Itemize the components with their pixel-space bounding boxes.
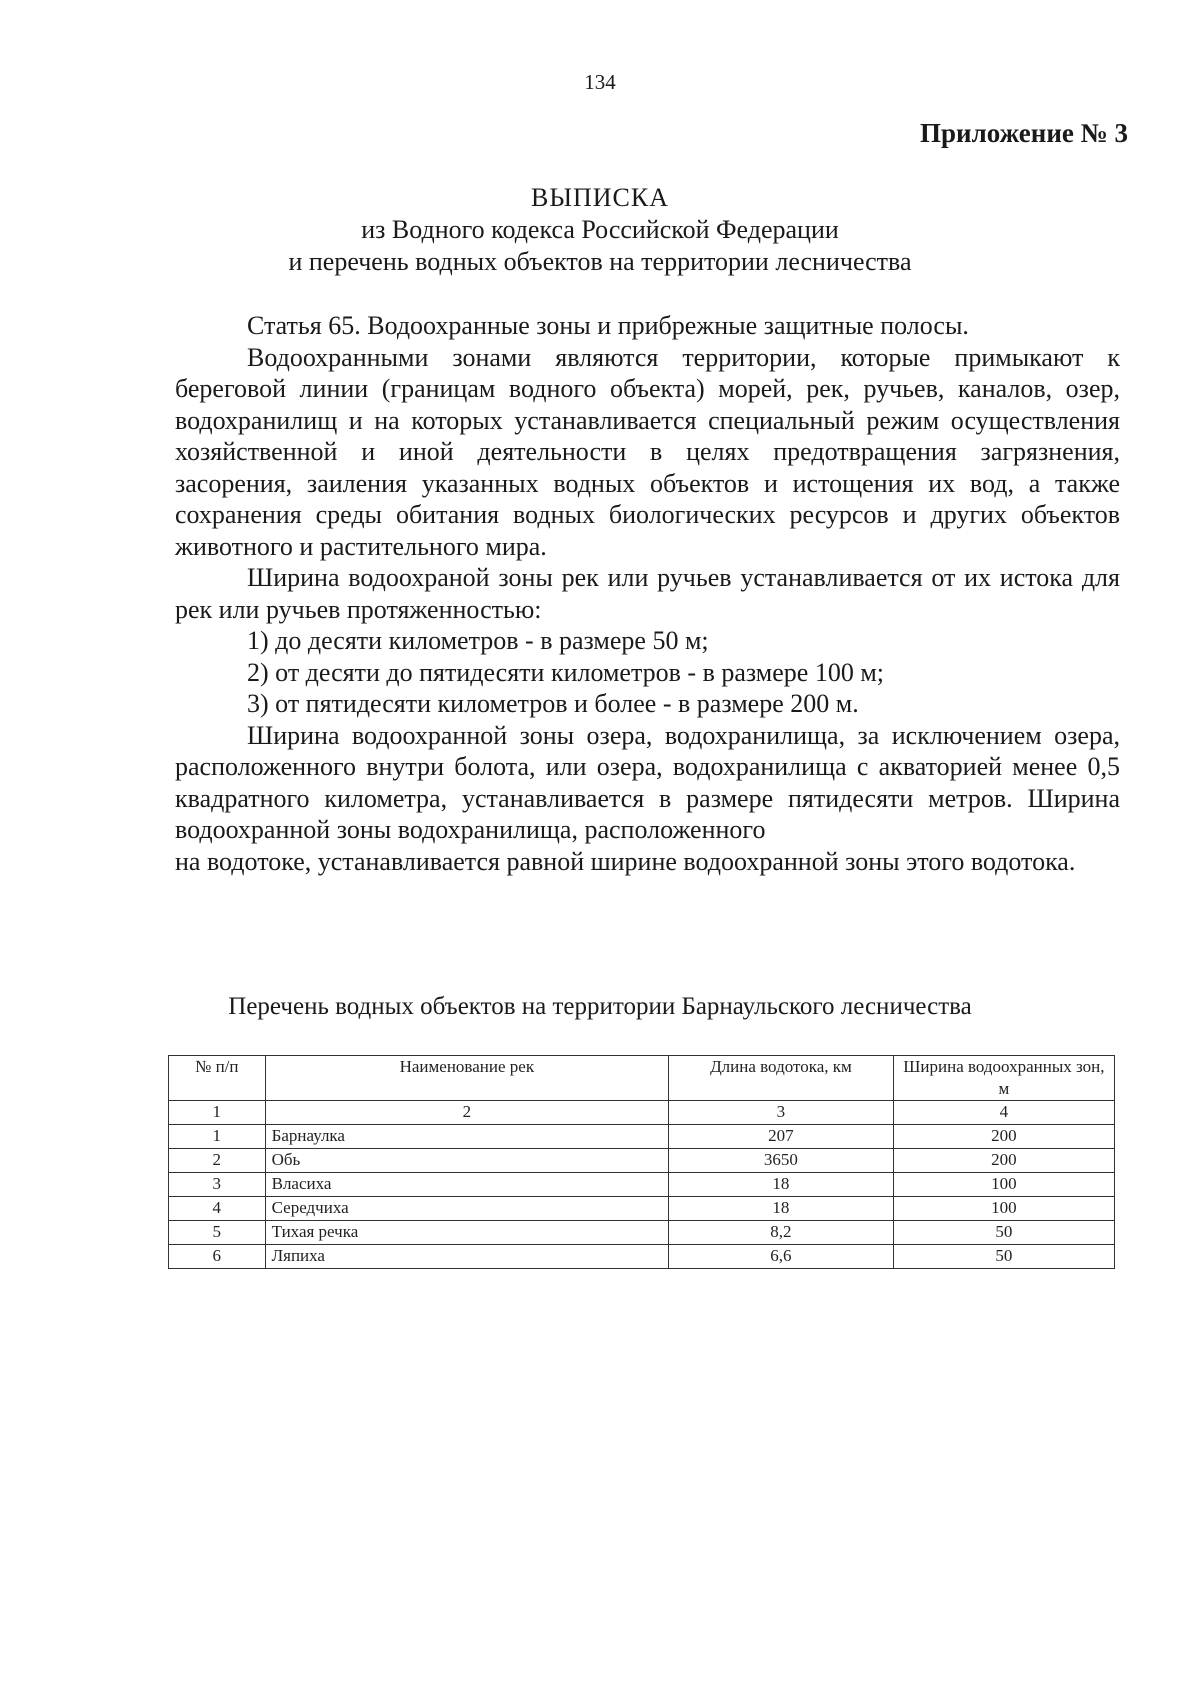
column-number: 3: [669, 1101, 894, 1125]
river-name: Барнаулка: [265, 1125, 668, 1149]
row-number: 4: [169, 1197, 266, 1221]
column-number: 4: [893, 1101, 1114, 1125]
appendix-label: Приложение № 3: [920, 118, 1128, 148]
page-number: 134: [584, 70, 616, 94]
zone-width: 200: [893, 1149, 1114, 1173]
river-length: 6,6: [669, 1245, 894, 1269]
table-title: Перечень водных объектов на территории Барнаульского лесничества: [228, 993, 972, 1020]
row-number: 6: [169, 1245, 266, 1269]
article-body: [175, 310, 1120, 877]
river-name: Ляпиха: [265, 1245, 668, 1269]
table-row: [169, 1245, 1115, 1269]
paragraph: на водотоке, устанавливается равной ширине водоохранной зоны этого водотока.: [175, 846, 1076, 876]
river-length: 18: [669, 1173, 894, 1197]
header-number: № п/п: [169, 1056, 266, 1101]
header-width: Ширина водоохранных зон, м: [893, 1056, 1114, 1101]
table-row: [169, 1221, 1115, 1245]
river-name: Середчиха: [265, 1197, 668, 1221]
paragraph: Водоохранными зонами являются территории, которые примыкают к береговой линии (границам водного объекта) морей, рек, ручьев, каналов, озер, водохранилищ и на которых устанавливается специальный режим осуществления хозяйственной и иной деятельности в целях предотвращения загрязнения, засорения, заиления указанных водных объектов и истощения их вод, а также сохранения среды обитания водных биологических ресурсов и других объектов животного и растительного мира.: [175, 342, 1120, 561]
river-length: 18: [669, 1197, 894, 1221]
title-line-1: ВЫПИСКА: [530, 183, 670, 212]
header-length: Длина водотока, км: [669, 1056, 894, 1101]
river-length: 207: [669, 1125, 894, 1149]
list-item: 1) до десяти километров - в размере 50 м;: [247, 626, 709, 655]
row-number: 1: [169, 1125, 266, 1149]
river-length: 8,2: [669, 1221, 894, 1245]
column-number: 1: [169, 1101, 266, 1125]
table-row: [169, 1197, 1115, 1221]
table-row: [169, 1125, 1115, 1149]
column-number: 2: [265, 1101, 668, 1125]
table-header-row: [169, 1056, 1115, 1101]
title-line-2: из Водного кодекса Российской Федерации: [361, 215, 839, 244]
zone-width: 50: [893, 1221, 1114, 1245]
zone-width: 200: [893, 1125, 1114, 1149]
river-name: Обь: [265, 1149, 668, 1173]
list-item: 2) от десяти до пятидесяти километров - в размере 100 м;: [247, 657, 884, 687]
river-name: Тихая речка: [265, 1221, 668, 1245]
row-number: 5: [169, 1221, 266, 1245]
header-name: Наименование рек: [265, 1056, 668, 1101]
paragraph: Ширина водоохранной зоны озера, водохранилища, за исключением озера, расположенного внутри болота, или озера, водохранилища с акваторией менее 0,5 квадратного километра, устанавливается в размере пятидесяти метров. Ширина водоохранной зоны водохранилища, расположенного: [175, 720, 1120, 844]
zone-width: 50: [893, 1245, 1114, 1269]
zone-width: 100: [893, 1173, 1114, 1197]
row-number: 3: [169, 1173, 266, 1197]
table-row: [169, 1149, 1115, 1173]
column-numbers-row: [169, 1101, 1115, 1125]
table-body: [169, 1125, 1115, 1269]
river-length: 3650: [669, 1149, 894, 1173]
article-heading: Статья 65. Водоохранные зоны и прибрежные защитные полосы.: [247, 311, 969, 340]
row-number: 2: [169, 1149, 266, 1173]
document-title: [0, 182, 1200, 278]
rivers-table: [168, 1055, 1115, 1269]
zone-width: 100: [893, 1197, 1114, 1221]
river-name: Власиха: [265, 1173, 668, 1197]
table-row: [169, 1173, 1115, 1197]
list-item: 3) от пятидесяти километров и более - в размере 200 м.: [247, 689, 859, 718]
paragraph: Ширина водоохраной зоны рек или ручьев устанавливается от их истока для рек или ручьев протяженностью:: [175, 563, 1120, 624]
title-line-3: и перечень водных объектов на территории лесничества: [288, 247, 912, 276]
